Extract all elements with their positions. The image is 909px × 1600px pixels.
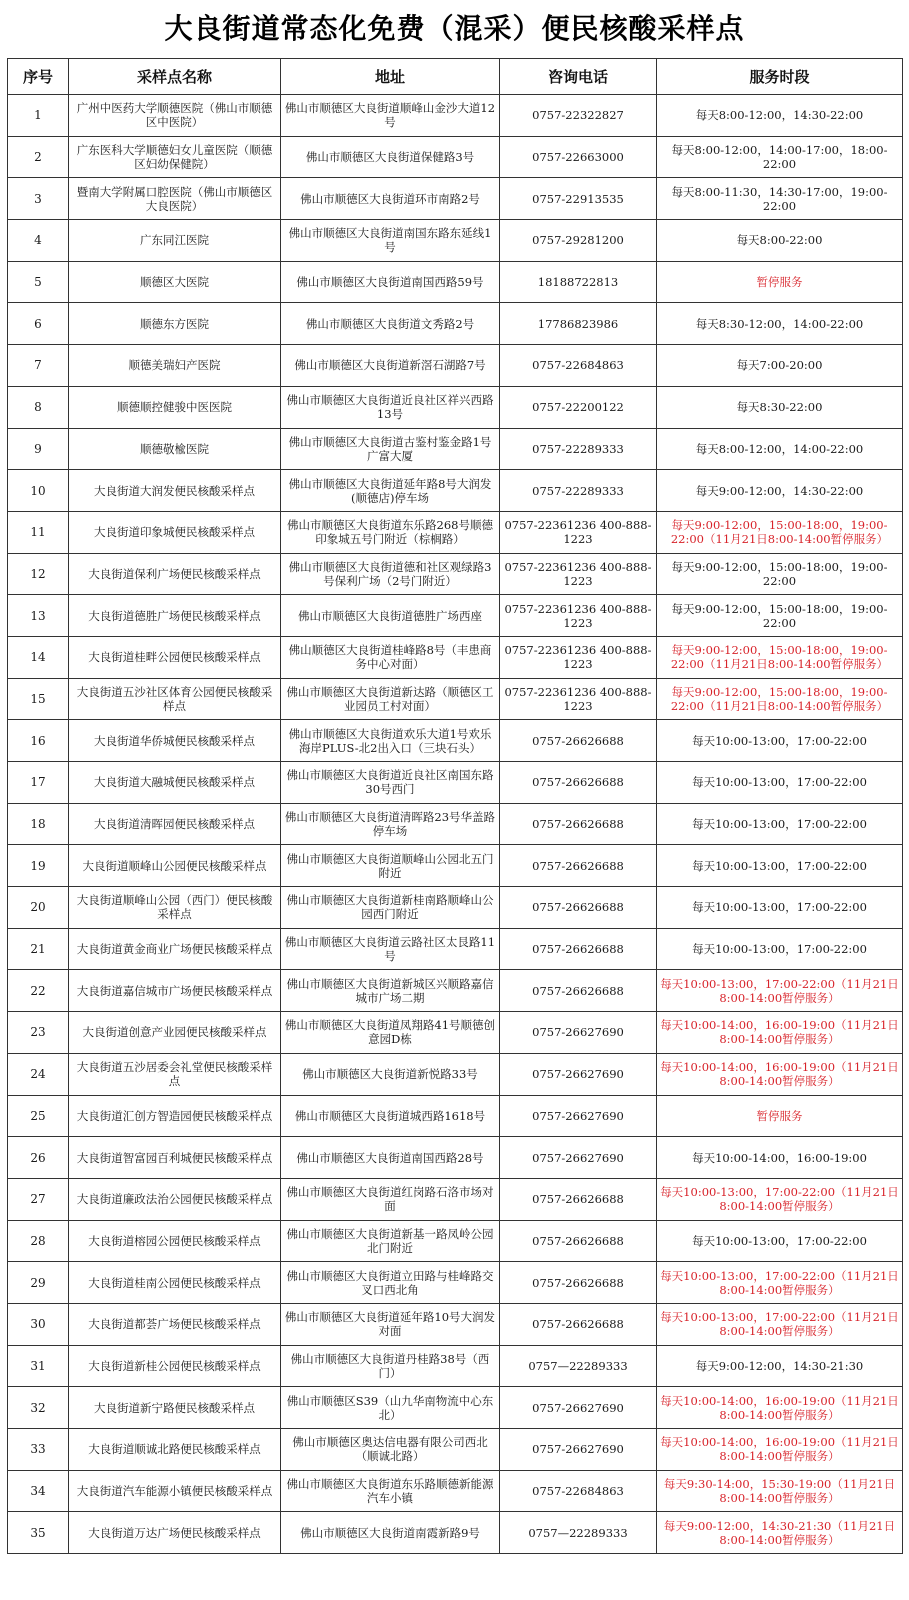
phone-cell: 0757-22684863 (500, 1470, 657, 1512)
address-cell: 佛山市顺德区大良街道顺峰山公园北五门附近 (281, 845, 500, 887)
hours-cell: 每天10:00-13:00，17:00-22:00 (657, 762, 903, 804)
row-index: 27 (8, 1178, 69, 1220)
phone-cell: 0757-26626688 (500, 803, 657, 845)
row-index: 23 (8, 1012, 69, 1054)
sampling-sites-table (7, 58, 903, 1554)
phone-cell: 17786823986 (500, 303, 657, 345)
table-row (8, 345, 903, 387)
hours-cell: 每天10:00-13:00，17:00-22:00 (657, 887, 903, 929)
phone-cell: 0757-22361236 400-888-1223 (500, 595, 657, 637)
row-index: 20 (8, 887, 69, 929)
address-cell: 佛山市顺德区大良街道丹桂路38号（西门） (281, 1345, 500, 1387)
phone-cell: 0757-22361236 400-888-1223 (500, 511, 657, 553)
row-index: 6 (8, 303, 69, 345)
site-name-cell: 大良街道黄金商业广场便民核酸采样点 (69, 928, 281, 970)
phone-cell: 0757-26627690 (500, 1095, 657, 1137)
row-index: 2 (8, 136, 69, 178)
table-row (8, 720, 903, 762)
address-cell: 佛山市顺德区大良街道延年路8号大润发(顺德店)停车场 (281, 470, 500, 512)
hours-cell: 每天10:00-14:00，16:00-19:00（11月21日8:00-14:00暂停服务） (657, 1387, 903, 1429)
table-row (8, 1262, 903, 1304)
phone-cell: 0757-22322827 (500, 95, 657, 137)
site-name-cell: 大良街道廉政法治公园便民核酸采样点 (69, 1178, 281, 1220)
table-row (8, 1387, 903, 1429)
table-header (8, 59, 903, 95)
hours-cell: 每天9:00-12:00，15:00-18:00，19:00-22:00 (657, 553, 903, 595)
hours-cell: 每天9:00-12:00，15:00-18:00，19:00-22:00（11月21日8:00-14:00暂停服务） (657, 636, 903, 678)
phone-cell: 0757-26626688 (500, 887, 657, 929)
header-address: 地址 (281, 59, 500, 95)
site-name-cell: 广东医科大学顺德妇女儿童医院（顺德区妇幼保健院） (69, 136, 281, 178)
header-hours: 服务时段 (657, 59, 903, 95)
site-name-cell: 大良街道华侨城便民核酸采样点 (69, 720, 281, 762)
address-cell: 佛山市顺德区大良街道新达路（顺德区工业园员工村对面） (281, 678, 500, 720)
hours-cell: 每天8:00-12:00，14:00-17:00，18:00-22:00 (657, 136, 903, 178)
site-name-cell: 大良街道大润发便民核酸采样点 (69, 470, 281, 512)
hours-cell: 每天7:00-20:00 (657, 345, 903, 387)
row-index: 16 (8, 720, 69, 762)
hours-cell: 每天10:00-13:00，17:00-22:00 (657, 928, 903, 970)
address-cell: 佛山市顺德区大良街道新悦路33号 (281, 1053, 500, 1095)
site-name-cell: 大良街道五沙居委会礼堂便民核酸采样点 (69, 1053, 281, 1095)
address-cell: 佛山市顺德区大良街道德胜广场西座 (281, 595, 500, 637)
phone-cell: 0757-26627690 (500, 1387, 657, 1429)
phone-cell: 0757-22684863 (500, 345, 657, 387)
address-cell: 佛山市顺德区大良街道顺峰山金沙大道12号 (281, 95, 500, 137)
row-index: 10 (8, 470, 69, 512)
row-index: 9 (8, 428, 69, 470)
phone-cell: 0757-22200122 (500, 386, 657, 428)
address-cell: 佛山市顺德区大良街道新城区兴顺路嘉信城市广场二期 (281, 970, 500, 1012)
hours-cell: 每天10:00-14:00，16:00-19:00（11月21日8:00-14:00暂停服务） (657, 1053, 903, 1095)
table-row (8, 1137, 903, 1179)
phone-cell: 0757-22361236 400-888-1223 (500, 678, 657, 720)
phone-cell: 0757—22289333 (500, 1512, 657, 1554)
site-name-cell: 大良街道都荟广场便民核酸采样点 (69, 1303, 281, 1345)
row-index: 21 (8, 928, 69, 970)
row-index: 22 (8, 970, 69, 1012)
table-row (8, 636, 903, 678)
table-row (8, 95, 903, 137)
phone-cell: 0757-26626688 (500, 970, 657, 1012)
row-index: 1 (8, 95, 69, 137)
site-name-cell: 顺德区大医院 (69, 261, 281, 303)
phone-cell: 0757-26626688 (500, 1178, 657, 1220)
site-name-cell: 大良街道汇创方智造园便民核酸采样点 (69, 1095, 281, 1137)
phone-cell: 0757-26626688 (500, 720, 657, 762)
address-cell: 佛山市顺德区大良街道新桂南路顺峰山公园西门附近 (281, 887, 500, 929)
site-name-cell: 大良街道桂畔公园便民核酸采样点 (69, 636, 281, 678)
row-index: 32 (8, 1387, 69, 1429)
hours-cell: 每天10:00-14:00，16:00-19:00（11月21日8:00-14:00暂停服务） (657, 1012, 903, 1054)
phone-cell: 0757-22663000 (500, 136, 657, 178)
row-index: 25 (8, 1095, 69, 1137)
table-row (8, 511, 903, 553)
phone-cell: 0757—22289333 (500, 1345, 657, 1387)
table-row (8, 428, 903, 470)
site-name-cell: 大良街道顺诚北路便民核酸采样点 (69, 1429, 281, 1471)
phone-cell: 0757-26627690 (500, 1012, 657, 1054)
address-cell: 佛山市顺德区大良街道延年路10号大润发对面 (281, 1303, 500, 1345)
row-index: 18 (8, 803, 69, 845)
phone-cell: 0757-26626688 (500, 1303, 657, 1345)
row-index: 11 (8, 511, 69, 553)
table-row (8, 261, 903, 303)
hours-cell: 每天9:00-12:00，15:00-18:00，19:00-22:00 (657, 595, 903, 637)
phone-cell: 0757-22289333 (500, 470, 657, 512)
row-index: 24 (8, 1053, 69, 1095)
table-row (8, 1053, 903, 1095)
phone-cell: 0757-26626688 (500, 1220, 657, 1262)
hours-cell: 每天8:30-12:00，14:00-22:00 (657, 303, 903, 345)
row-index: 13 (8, 595, 69, 637)
table-row (8, 678, 903, 720)
site-name-cell: 大良街道榕园公园便民核酸采样点 (69, 1220, 281, 1262)
site-name-cell: 广东同江医院 (69, 220, 281, 262)
phone-cell: 0757-22289333 (500, 428, 657, 470)
hours-cell: 每天10:00-13:00，17:00-22:00 (657, 1220, 903, 1262)
table-row (8, 1012, 903, 1054)
hours-cell: 每天9:00-12:00，14:30-21:30 (657, 1345, 903, 1387)
table-row (8, 803, 903, 845)
site-name-cell: 大良街道汽车能源小镇便民核酸采样点 (69, 1470, 281, 1512)
hours-cell: 每天10:00-13:00，17:00-22:00 (657, 803, 903, 845)
header-site-name: 采样点名称 (69, 59, 281, 95)
table-row (8, 303, 903, 345)
phone-cell: 0757-26626688 (500, 928, 657, 970)
site-name-cell: 暨南大学附属口腔医院（佛山市顺德区大良医院） (69, 178, 281, 220)
site-name-cell: 大良街道五沙社区体育公园便民核酸采样点 (69, 678, 281, 720)
table-row (8, 178, 903, 220)
phone-cell: 0757-29281200 (500, 220, 657, 262)
table-row (8, 470, 903, 512)
hours-cell: 每天10:00-13:00，17:00-22:00 (657, 720, 903, 762)
row-index: 29 (8, 1262, 69, 1304)
site-name-cell: 大良街道创意产业园便民核酸采样点 (69, 1012, 281, 1054)
row-index: 8 (8, 386, 69, 428)
table-row (8, 762, 903, 804)
address-cell: 佛山市顺德区大良街道欢乐大道1号欢乐海岸PLUS-北2出入口（三块石头） (281, 720, 500, 762)
row-index: 26 (8, 1137, 69, 1179)
page-title: 大良街道常态化免费（混采）便民核酸采样点 (164, 12, 745, 45)
row-index: 31 (8, 1345, 69, 1387)
table-row (8, 1512, 903, 1554)
hours-cell: 每天8:00-11:30，14:30-17:00，19:00-22:00 (657, 178, 903, 220)
hours-cell: 每天10:00-13:00，17:00-22:00 (657, 845, 903, 887)
table-row (8, 386, 903, 428)
row-index: 30 (8, 1303, 69, 1345)
site-name-cell: 大良街道保利广场便民核酸采样点 (69, 553, 281, 595)
address-cell: 佛山市顺德区大良街道东乐路顺德新能源汽车小镇 (281, 1470, 500, 1512)
site-name-cell: 大良街道新宁路便民核酸采样点 (69, 1387, 281, 1429)
address-cell: 佛山市顺德区大良街道凤翔路41号顺德创意园D栋 (281, 1012, 500, 1054)
site-name-cell: 大良街道德胜广场便民核酸采样点 (69, 595, 281, 637)
header-row (8, 59, 903, 95)
phone-cell: 0757-26627690 (500, 1137, 657, 1179)
phone-cell: 0757-22361236 400-888-1223 (500, 553, 657, 595)
row-index: 4 (8, 220, 69, 262)
site-name-cell: 顺德敬楡医院 (69, 428, 281, 470)
address-cell: 佛山市顺德区大良街道南国东路东延线1号 (281, 220, 500, 262)
phone-cell: 0757-22913535 (500, 178, 657, 220)
table-row (8, 220, 903, 262)
address-cell: 佛山市顺德区大良街道环市南路2号 (281, 178, 500, 220)
row-index: 33 (8, 1429, 69, 1471)
hours-cell: 每天9:30-14:00，15:30-19:00（11月21日8:00-14:00暂停服务） (657, 1470, 903, 1512)
row-index: 34 (8, 1470, 69, 1512)
hours-cell: 每天10:00-14:00，16:00-19:00 (657, 1137, 903, 1179)
phone-cell: 0757-26627690 (500, 1053, 657, 1095)
row-index: 14 (8, 636, 69, 678)
address-cell: 佛山市顺德区大良街道清晖路23号华盖路停车场 (281, 803, 500, 845)
row-index: 7 (8, 345, 69, 387)
site-name-cell: 大良街道清晖园便民核酸采样点 (69, 803, 281, 845)
table-row (8, 1470, 903, 1512)
address-cell: 佛山市顺德区大良街道新基一路凤岭公园北门附近 (281, 1220, 500, 1262)
hours-cell: 每天10:00-13:00，17:00-22:00（11月21日8:00-14:00暂停服务） (657, 1303, 903, 1345)
site-name-cell: 大良街道大融城便民核酸采样点 (69, 762, 281, 804)
phone-cell: 0757-26626688 (500, 845, 657, 887)
table-row (8, 1178, 903, 1220)
address-cell: 佛山市顺德区大良街道近良社区祥兴西路13号 (281, 386, 500, 428)
site-name-cell: 大良街道印象城便民核酸采样点 (69, 511, 281, 553)
address-cell: 佛山市顺德区大良街道云路社区太艮路11号 (281, 928, 500, 970)
hours-cell: 每天10:00-13:00，17:00-22:00（11月21日8:00-14:00暂停服务） (657, 1262, 903, 1304)
phone-cell: 0757-26626688 (500, 1262, 657, 1304)
hours-cell: 每天10:00-13:00，17:00-22:00（11月21日8:00-14:00暂停服务） (657, 1178, 903, 1220)
hours-cell: 每天9:00-12:00，15:00-18:00，19:00-22:00（11月21日8:00-14:00暂停服务） (657, 511, 903, 553)
address-cell: 佛山市顺德区大良街道文秀路2号 (281, 303, 500, 345)
hours-cell: 每天8:00-22:00 (657, 220, 903, 262)
address-cell: 佛山市顺德区大良街道南国西路59号 (281, 261, 500, 303)
phone-cell: 0757-26626688 (500, 762, 657, 804)
site-name-cell: 大良街道顺峰山公园（西门）便民核酸采样点 (69, 887, 281, 929)
address-cell: 佛山市顺德区S39（山九华南物流中心东北） (281, 1387, 500, 1429)
address-cell: 佛山市顺德区大良街道城西路1618号 (281, 1095, 500, 1137)
phone-cell: 0757-22361236 400-888-1223 (500, 636, 657, 678)
row-index: 15 (8, 678, 69, 720)
row-index: 28 (8, 1220, 69, 1262)
table-row (8, 1429, 903, 1471)
header-phone: 咨询电话 (500, 59, 657, 95)
table-row (8, 1345, 903, 1387)
hours-cell: 每天9:00-12:00，15:00-18:00，19:00-22:00（11月21日8:00-14:00暂停服务） (657, 678, 903, 720)
table-row (8, 1220, 903, 1262)
site-name-cell: 大良街道新桂公园便民核酸采样点 (69, 1345, 281, 1387)
hours-cell: 每天9:00-12:00，14:30-21:30（11月21日8:00-14:00暂停服务） (657, 1512, 903, 1554)
table-row (8, 928, 903, 970)
address-cell: 佛山顺德区大良街道桂峰路8号（丰患商务中心对面） (281, 636, 500, 678)
phone-cell: 0757-26627690 (500, 1429, 657, 1471)
hours-cell: 暂停服务 (657, 261, 903, 303)
address-cell: 佛山市顺德区大良街道南霞新路9号 (281, 1512, 500, 1554)
site-name-cell: 大良街道智富园百利城便民核酸采样点 (69, 1137, 281, 1179)
address-cell: 佛山市顺德区大良街道古鉴村鉴金路1号广富大厦 (281, 428, 500, 470)
row-index: 19 (8, 845, 69, 887)
site-name-cell: 广州中医药大学顺德医院（佛山市顺德区中医院） (69, 95, 281, 137)
hours-cell: 每天8:00-12:00，14:30-22:00 (657, 95, 903, 137)
site-name-cell: 顺德美瑞妇产医院 (69, 345, 281, 387)
table-row (8, 136, 903, 178)
hours-cell: 每天8:00-12:00，14:00-22:00 (657, 428, 903, 470)
table-row (8, 845, 903, 887)
row-index: 5 (8, 261, 69, 303)
address-cell: 佛山市顺德区大良街道南国西路28号 (281, 1137, 500, 1179)
hours-cell: 暂停服务 (657, 1095, 903, 1137)
site-name-cell: 顺德顺控健骏中医医院 (69, 386, 281, 428)
site-name-cell: 大良街道嘉信城市广场便民核酸采样点 (69, 970, 281, 1012)
row-index: 3 (8, 178, 69, 220)
table-row (8, 1095, 903, 1137)
table-row (8, 553, 903, 595)
address-cell: 佛山市顺德区大良街道立田路与桂峰路交叉口西北角 (281, 1262, 500, 1304)
header-index: 序号 (8, 59, 69, 95)
address-cell: 佛山市顺德区大良街道近良社区南国东路30号西门 (281, 762, 500, 804)
table-row (8, 1303, 903, 1345)
address-cell: 佛山市顺德区大良街道东乐路268号顺德印象城五号门附近（棕榈路） (281, 511, 500, 553)
address-cell: 佛山市顺德区大良街道德和社区观绿路3号保利广场（2号门附近） (281, 553, 500, 595)
table-row (8, 595, 903, 637)
hours-cell: 每天10:00-13:00，17:00-22:00（11月21日8:00-14:00暂停服务） (657, 970, 903, 1012)
phone-cell: 18188722813 (500, 261, 657, 303)
row-index: 12 (8, 553, 69, 595)
table-row (8, 970, 903, 1012)
site-name-cell: 大良街道桂南公园便民核酸采样点 (69, 1262, 281, 1304)
site-name-cell: 大良街道顺峰山公园便民核酸采样点 (69, 845, 281, 887)
address-cell: 佛山市顺德区奥达信电器有限公司西北（顺诚北路） (281, 1429, 500, 1471)
address-cell: 佛山市顺德区大良街道保健路3号 (281, 136, 500, 178)
address-cell: 佛山市顺德区大良街道新滘石湖路7号 (281, 345, 500, 387)
hours-cell: 每天9:00-12:00，14:30-22:00 (657, 470, 903, 512)
row-index: 17 (8, 762, 69, 804)
address-cell: 佛山市顺德区大良街道红岗路石洛市场对面 (281, 1178, 500, 1220)
site-name-cell: 大良街道万达广场便民核酸采样点 (69, 1512, 281, 1554)
site-name-cell: 顺德东方医院 (69, 303, 281, 345)
row-index: 35 (8, 1512, 69, 1554)
hours-cell: 每天8:30-22:00 (657, 386, 903, 428)
table-row (8, 887, 903, 929)
hours-cell: 每天10:00-14:00，16:00-19:00（11月21日8:00-14:00暂停服务） (657, 1429, 903, 1471)
table-body (8, 95, 903, 1554)
